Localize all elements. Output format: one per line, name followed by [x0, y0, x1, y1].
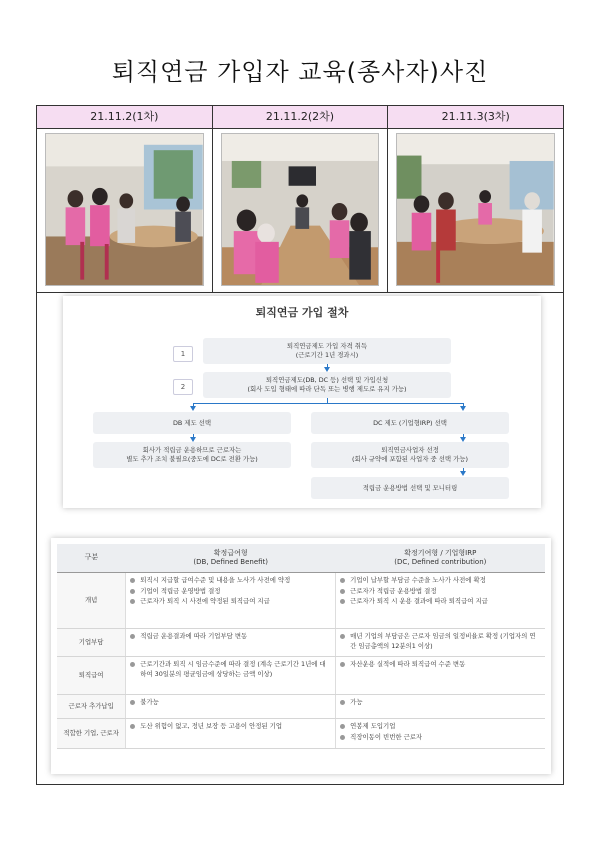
step-subtext: (근로기간 1년 경과시): [295, 351, 359, 359]
step-text: 회사가 적립금 운용하므로 근로자는: [142, 446, 242, 455]
dc-cell: [336, 657, 545, 695]
list-item: 매년 기업의 부담금은 근로자 임금의 일정비율로 확정 (기업자의 연간 임금총액의 12분의1 이상): [340, 632, 541, 651]
list-item: 불가능: [130, 698, 331, 708]
list-item: 자산운용 실적에 따라 퇴직급여 수준 변동: [340, 660, 541, 670]
photo-date: 21.11.2(1차): [37, 106, 212, 129]
row-label: 퇴직급여: [57, 657, 126, 695]
step-subtext: (회사 도입 형태에 따라 단독 또는 병행 제도로 유지 가능): [247, 385, 407, 393]
step-number: 1: [173, 346, 193, 362]
step-text: 퇴직연금사업자 선정: [381, 446, 439, 455]
photo-cell-1: [37, 106, 213, 292]
step-text: DB 제도 선택: [172, 418, 212, 427]
table-row: [57, 657, 545, 695]
dc-cell: [336, 573, 545, 629]
list-item: 직장이동이 빈번한 근로자: [340, 733, 541, 743]
comparison-table: [57, 544, 545, 749]
photo-cell-3: [388, 106, 563, 292]
db-cell: [126, 657, 336, 695]
list-item: 적립금 운용결과에 따라 기업부담 변동: [130, 632, 331, 642]
list-item: 근로기간과 퇴직 시 임금수준에 따라 결정 (계속 근로기간 1년에 대하여 30일분의 평균임금에 상당하는 금액 이상): [130, 660, 331, 679]
row-label: 기업부담: [57, 629, 126, 657]
procedure-step-monitoring: [311, 477, 509, 499]
photo-date: 21.11.2(2차): [213, 106, 388, 129]
photo-cell-2: [213, 106, 389, 292]
list-item: 퇴직시 지급할 급여수준 및 내용을 노사가 사전에 약정: [130, 576, 331, 586]
content-frame: [36, 105, 564, 785]
header-db-subtitle: (DB, Defined Benefit): [193, 558, 269, 566]
step-text: 적립금 운용방법 선택 및 모니터링: [362, 483, 458, 492]
education-photo: [45, 133, 204, 286]
procedure-step-2: [203, 372, 451, 398]
db-cell: [126, 719, 336, 749]
list-item: 기업이 납부할 부담금 수준을 노사가 사전에 확정: [340, 576, 541, 586]
row-label: 적합한 기업, 근로자: [57, 719, 126, 749]
row-label: 개념: [57, 573, 126, 629]
photo-date: 21.11.3(3차): [388, 106, 563, 129]
list-item: 근로자가 퇴직 시 운용 결과에 따라 퇴직급여 지급: [340, 597, 541, 607]
list-item: 기업이 적립금 운영방법 결정: [130, 587, 331, 597]
procedure-step-provider: [311, 442, 509, 468]
dc-cell: [336, 719, 545, 749]
step-subtext: (회사 규약에 포함된 사업자 중 선택 가능): [352, 455, 468, 463]
comparison-panel: [51, 538, 551, 774]
table-row: [57, 573, 545, 629]
step-text: 퇴직연금제도 가입 자격 취득: [286, 342, 368, 351]
db-cell: [126, 695, 336, 719]
header-dc-subtitle: (DC, Defined contribution): [394, 558, 487, 566]
db-cell: [126, 629, 336, 657]
header-dc: [336, 544, 545, 573]
procedure-step-db-select: [93, 412, 291, 434]
step-number: 2: [173, 379, 193, 395]
photo-row: [37, 106, 563, 293]
page-title: 퇴직연금 가입자 교육(종사자)사진: [111, 58, 489, 86]
row-label: 근로자 추가납입: [57, 695, 126, 719]
list-item: 연봉제 도입기업: [340, 722, 541, 732]
procedure-step-db-note: [93, 442, 291, 468]
dc-cell: [336, 629, 545, 657]
list-item: 근로자가 적립금 운용방법 결정: [340, 587, 541, 597]
header-db-title: 확정급여형: [213, 548, 248, 557]
db-cell: [126, 573, 336, 629]
step-text: DC 제도 (기업형IRP) 선택: [373, 418, 447, 427]
list-item: 근로자가 퇴직 시 사전에 약정된 퇴직급여 지급: [130, 597, 331, 607]
step-subtext: 별도 추가 조치 불필요(중도에 DC로 전환 가능): [126, 455, 258, 463]
procedure-title: 퇴직연금 가입 절차: [255, 306, 349, 319]
header-db: [126, 544, 336, 573]
list-item: 도산 위험이 없고, 정년 보장 등 고용이 안정된 기업: [130, 722, 331, 732]
education-photo: [396, 133, 555, 286]
procedure-step-1: [203, 338, 451, 364]
list-item: 가능: [340, 698, 541, 708]
education-photo: [221, 133, 380, 286]
step-text: 퇴직연금제도(DB, DC 등) 선택 및 가입신청: [265, 376, 389, 385]
procedure-step-dc-select: [311, 412, 509, 434]
table-row: [57, 695, 545, 719]
procedure-panel: [63, 296, 541, 508]
dc-cell: [336, 695, 545, 719]
table-row: [57, 719, 545, 749]
header-category: 구분: [57, 544, 126, 573]
table-row: [57, 629, 545, 657]
table-header-row: [57, 544, 545, 573]
header-dc-title: 확정기여형 / 기업형IRP: [404, 548, 477, 557]
